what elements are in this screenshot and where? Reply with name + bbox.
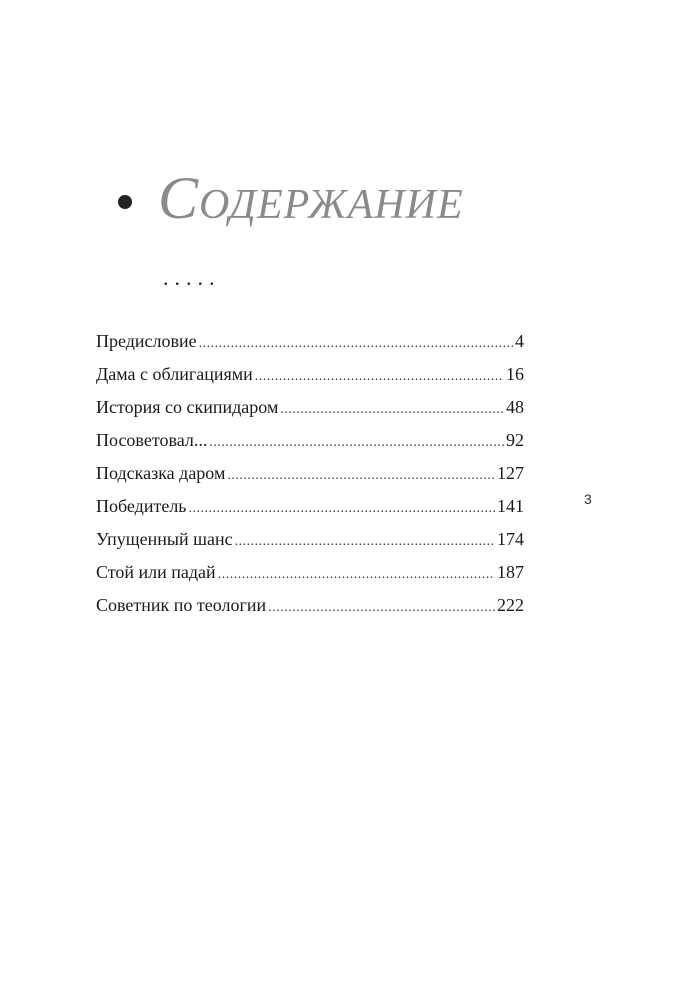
toc-entry-page: 222: [497, 595, 524, 615]
toc-entry-title: Подсказка даром: [96, 463, 226, 483]
dot-leader: [255, 369, 504, 385]
dot-leader: [268, 600, 495, 616]
toc-entry-title: История со скипидаром: [96, 397, 279, 417]
toc-entry[interactable]: [96, 562, 524, 595]
toc-entry-title: Стой или падай: [96, 562, 216, 582]
toc-entry-page: 127: [497, 463, 524, 483]
toc-entry-title: Дама с облигациями: [96, 364, 253, 384]
toc-entry[interactable]: [96, 496, 524, 529]
page-title: Содержание: [158, 165, 464, 231]
ornament-dots: .....: [163, 265, 221, 290]
toc-entry[interactable]: [96, 430, 524, 463]
toc-entry-page: 141: [497, 496, 524, 516]
toc-entry-title: Предисловие: [96, 331, 197, 351]
toc-entry[interactable]: [96, 529, 524, 562]
dot-leader: [209, 435, 504, 451]
toc-entry-title: Советник по теологии: [96, 595, 267, 615]
toc-entry-page: 92: [506, 430, 524, 450]
toc-entry[interactable]: [96, 364, 524, 397]
dot-leader: [235, 534, 495, 550]
toc-heading: [118, 165, 464, 231]
dot-leader: [199, 336, 513, 352]
dot-leader: [280, 402, 504, 418]
toc-entry-title: Упущенный шанс: [96, 529, 233, 549]
toc-entry-page: 187: [497, 562, 524, 582]
toc-entry-page: 48: [506, 397, 524, 417]
toc-entry[interactable]: [96, 397, 524, 430]
toc-entry[interactable]: [96, 463, 524, 496]
toc-entry-page: 4: [515, 331, 524, 351]
toc-entry[interactable]: [96, 331, 524, 364]
dot-leader: [227, 468, 495, 484]
toc-entry-title: Посоветовал...: [96, 430, 208, 450]
dot-leader: [218, 567, 495, 583]
toc-entry-title: Победитель: [96, 496, 187, 516]
table-of-contents: [96, 331, 524, 628]
dot-leader: [189, 501, 495, 517]
toc-entry-page: 174: [497, 529, 524, 549]
bullet-icon: [118, 195, 132, 209]
toc-entry-page: 16: [506, 364, 524, 384]
page-number: 3: [584, 491, 592, 507]
toc-entry[interactable]: [96, 595, 524, 628]
